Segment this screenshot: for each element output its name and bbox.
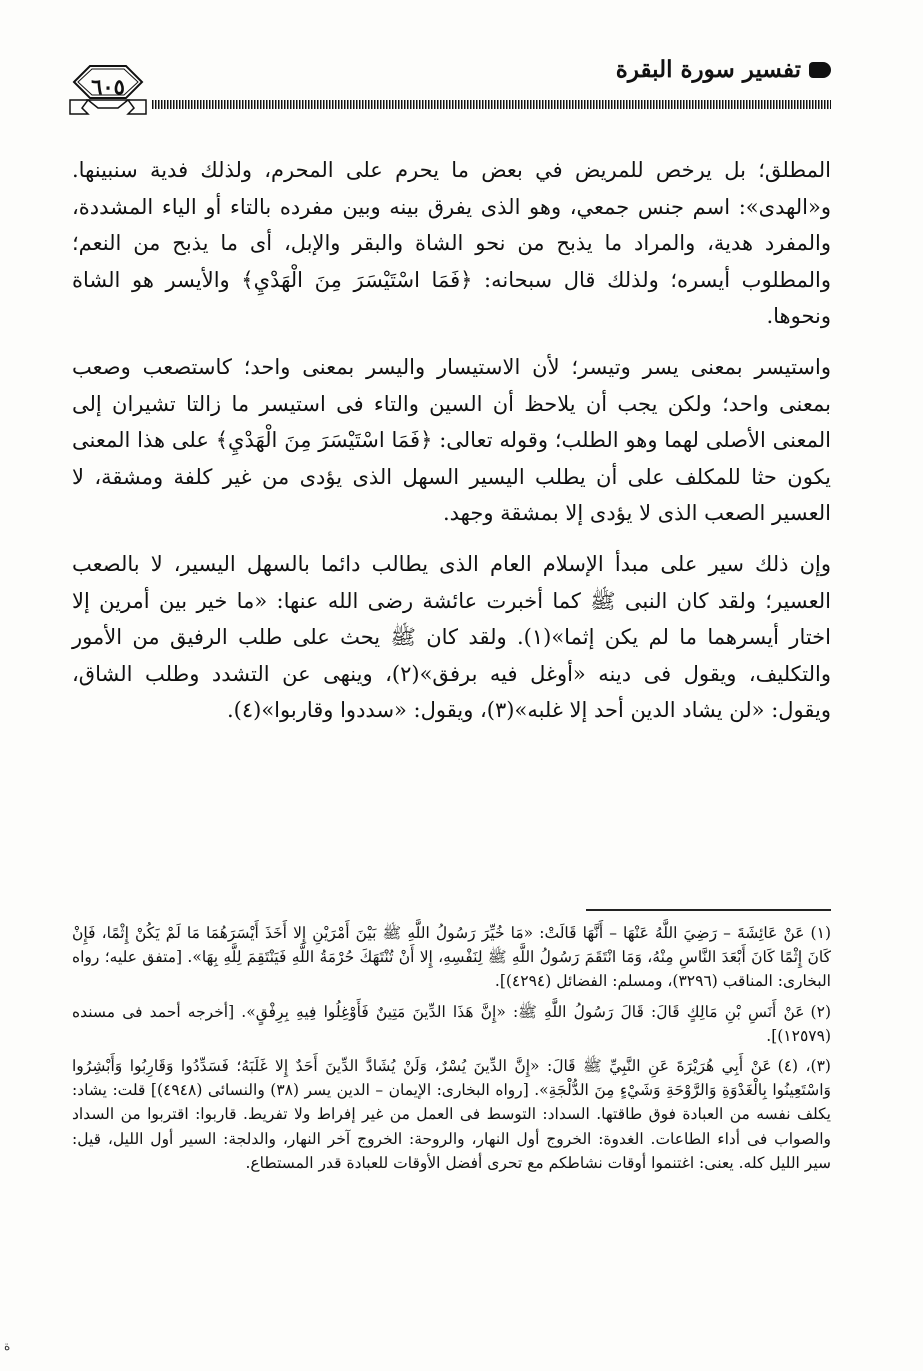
footnote (72, 1000, 831, 1048)
page-number: ٦٠٥ (91, 74, 125, 99)
paragraph: المطلق؛ بل يرخص للمريض في بعض ما يحرم على المحرم، ولذلك فدية سنبينها. و«الهدى»: اسم جنس جمعي، وهو الذى يفرق بينه وبين مفرده بالتاء أو الياء المشددة، والمفرد هدية، والمراد ما يذبح من نحو الشاة والبقر والإبل، أى ما يذبح من النعم؛ والمطلوب أيسره؛ ولذلك قال سبحانه: ﴿فَمَا اسْتَيْسَرَ مِنَ الْهَدْيِ﴾ والأيسر هو الشاة ونحوها. (72, 158, 831, 329)
corner-mark: ة (4, 1339, 11, 1353)
header-rule (152, 100, 831, 109)
page-number-badge (60, 60, 156, 116)
paragraph: واستيسر بمعنى يسر وتيسر؛ لأن الاستيسار واليسر بمعنى واحد؛ كاستصعب وصعب بمعنى واحد؛ ولكن يجب أن يلاحظ أن السين والتاء فى استيسر ما زالتا تشيران إلى المعنى الأصلى لهما وهو الطلب؛ وقوله تعالى: ﴿فَمَا اسْتَيْسَرَ مِنَ الْهَدْيِ﴾ على هذا المعنى يكون حثا للمكلف على أن يطلب اليسير السهل الذى يؤدى من غير كلفة ومشقة، لا العسير الصعب الذى لا يؤدى إلا بمشقة وجهد. (72, 354, 831, 526)
page-header (60, 52, 831, 116)
footnotes (72, 921, 831, 1175)
footnote-text: عَنْ عَائِشَةَ – رَضِيَ اللَّهُ عَنْهَا – أَنَّهَا قَالَتْ: «مَا خُيِّرَ رَسُولُ اللَّهِ ﷺ بَيْنَ أَمْرَيْنِ إِلا أَخَذَ أَيْسَرَهُمَا مَا لَمْ يَكُنْ إِثْمًا، فَإِنْ كَانَ إِثْمًا كَانَ أَبْعَدَ النَّاسِ مِنْهُ، وَمَا انْتَقَمَ رَسُولُ اللَّهِ ﷺ لِنَفْسِهِ، إِلا أَنْ تُنْتَهَكَ حُرْمَةُ اللَّهِ فَيَنْتَقِمَ لِلَّهِ بِهَا». [متفق عليه؛ رواه البخارى: المناقب (٣٢٩٦)، ومسلم: الفضائل (٤٢٩٤)]. (72, 924, 831, 991)
footnote-text: عَنْ أَنَسِ بْنِ مَالِكٍ قَالَ: قَالَ رَسُولُ اللَّهِ ﷺ: «إِنَّ هَذَا الدِّينَ مَتِينٌ فَأَوْغِلُوا فِيهِ بِرِفْقٍ». [أخرجه أحمد فى مسنده (١٢٥٧٩)]. (72, 1002, 831, 1045)
main-text (72, 152, 831, 729)
footnote-number: (٢) (810, 1002, 831, 1021)
footnote-number: (١) (810, 924, 831, 942)
footnote-number: (٣)، (٤) (777, 1057, 831, 1076)
header-ornament-icon (809, 62, 831, 78)
footnote-text: عَنْ أَبِي هُرَيْرَةَ عَنِ النَّبِيِّ ﷺ قَالَ: «إِنَّ الدِّينَ يُسْرٌ، وَلَنْ يُشَادَّ الدِّينَ أَحَدٌ إِلا غَلَبَهُ؛ فَسَدِّدُوا وَقَارِبُوا وَأَبْشِرُوا وَاسْتَعِينُوا بِالْغَدْوَةِ وَالرَّوْحَةِ وَشَيْءٍ مِنَ الدُّلْجَةِ». [رواه البخارى: الإيمان – الدين يسر (٣٨) والنسائى (٤٩٤٨)] قلت: يشاد: يكلف نفسه من العبادة فوق طاقتها. السداد: التوسط فى العمل من غير إفراط ولا تفريط. قاربوا: اقتربوا من السداد والصواب فى أداء الطاعات. الغدوة: الخروج أول النهار، والروحة: الخروج آخر النهار، والدلجة: السير أول الليل، قيل: سير الليل كله. يعنى: اغتنموا أوقات نشاطكم مع تحرى أفضل الأوقات للعبادة قدر المستطاع. (72, 1057, 831, 1172)
running-title: تفسير سورة البقرة (615, 56, 801, 83)
footnote (72, 921, 831, 994)
footnote-separator (586, 909, 831, 911)
footnote (72, 1054, 831, 1175)
paragraph: وإن ذلك سير على مبدأ الإسلام العام الذى يطالب دائما بالسهل اليسير، لا بالصعب العسير؛ ولقد كان النبى ﷺ كما أخبرت عائشة رضى الله عنها: «ما خير بين أمرين إلا اختار أيسرهما ما لم يكن إثما»(١). ولقد كان ﷺ يحث على طلب الرفيق من الأمور والتكليف، ويقول فى دينه «أوغل فيه برفق»(٢)، وينهى عن التشدد وطلب الشاق، ويقول: «لن يشاد الدين أحد إلا غلبه»(٣)، ويقول: «سددوا وقاربوا»(٤). (72, 551, 832, 723)
